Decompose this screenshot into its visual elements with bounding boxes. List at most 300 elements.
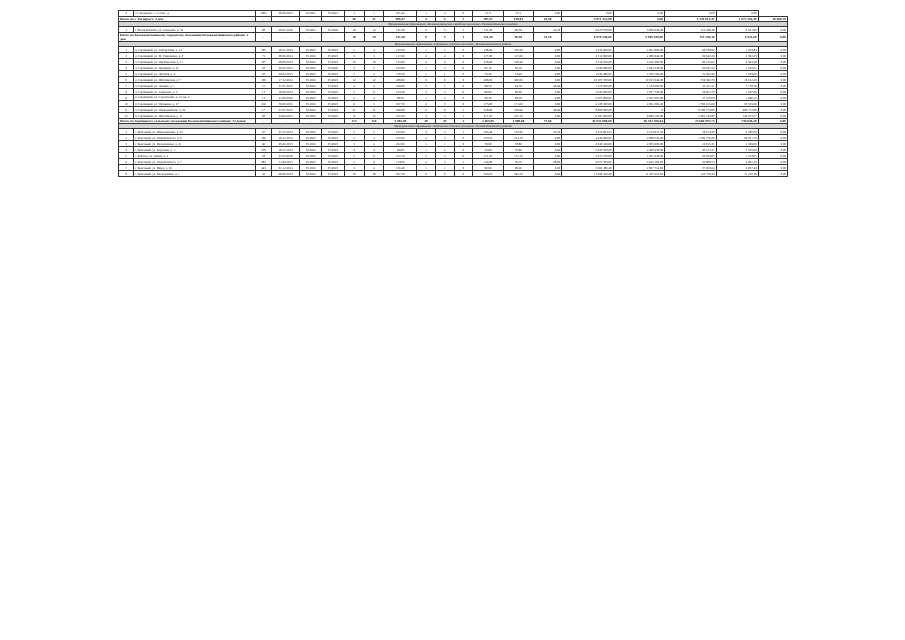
table-cell: 6 521,60 — [716, 27, 758, 33]
table-cell: 345,10 — [503, 171, 533, 177]
table-cell: 326,60 — [473, 107, 503, 113]
table-cell: г. Коксовый, ул. Дзержинского, д. 9 — [134, 135, 256, 141]
table-cell: 8 — [119, 89, 134, 95]
table-cell: 5 002 386,40 — [562, 165, 613, 171]
table-cell: 2 — [364, 95, 384, 101]
table-cell: 76,70 — [503, 159, 533, 165]
table-cell: 10 — [364, 33, 384, 42]
table-cell: 0,00 — [758, 53, 787, 59]
table-cell: Итого по Горняцкому сельскому поселению Белокалитвинского района: 12 домов — [119, 119, 256, 124]
table-cell: 0,00 — [758, 65, 787, 71]
table-cell: 438,00 — [384, 77, 417, 83]
table-cell: 11 299 410,40 — [562, 171, 613, 177]
table-cell: 0,00 — [758, 141, 787, 147]
table-cell: 24.09.2015 — [272, 113, 300, 119]
table-cell: 18,38 — [534, 17, 562, 22]
table-cell: 0,00 — [613, 17, 664, 22]
table-cell: 1 040 480,00 — [562, 71, 613, 77]
table-cell: 1 — [435, 71, 454, 77]
table-cell: 4 — [417, 101, 436, 107]
table-cell: 5 — [435, 27, 454, 33]
table-cell: 3 — [364, 47, 384, 53]
table-cell: 0,00 — [534, 71, 562, 77]
table-cell: 171,10 — [473, 153, 503, 159]
table-cell: 3 046 960,00 — [562, 65, 613, 71]
table-cell: 5 — [344, 53, 364, 59]
table-cell: 37 650,64 — [665, 165, 716, 171]
table-cell: 1 — [119, 47, 134, 53]
table-cell: IV.2023 — [322, 83, 344, 89]
table-cell: 227,70 — [384, 101, 417, 107]
table-cell: 4 — [364, 83, 384, 89]
table-cell: 65 034,85 — [665, 153, 716, 159]
table-cell: 74,40 — [503, 71, 533, 77]
table-cell: 171,10 — [503, 153, 533, 159]
table-cell: 0,00 — [758, 147, 787, 153]
table-cell: 1 — [454, 113, 473, 119]
table-cell: 31 592,40 — [665, 71, 716, 77]
table-cell: - — [300, 33, 322, 42]
table-cell: IV.2023 — [322, 159, 344, 165]
table-cell: п. Горняцкий, ул. Луговая, д. 9 — [134, 71, 256, 77]
table-cell: 0,00 — [758, 95, 787, 101]
table-cell: 0,00 — [758, 153, 787, 159]
table-cell: - — [255, 17, 271, 22]
table-cell: 9 — [417, 107, 436, 113]
table-cell: 80,90 — [473, 89, 503, 95]
housing-program-table — [118, 10, 788, 177]
table-cell: 158,81 — [503, 17, 533, 22]
table-cell: п. Горняцкий, ул. М. Тимошина, д. 8 — [134, 53, 256, 59]
table-cell: 99,90 — [503, 165, 533, 171]
table-cell: 173,00 — [473, 101, 503, 107]
table-cell: 2 — [364, 71, 384, 77]
table-cell: 0 — [454, 89, 473, 95]
table-cell: 46 — [255, 141, 271, 147]
table-cell: 10 507 700,00 — [562, 77, 613, 83]
table-cell: 1 923,84 — [716, 47, 758, 53]
table-cell: 66 539,92 — [665, 47, 716, 53]
table-cell: IV.2023 — [322, 153, 344, 159]
table-cell: 2 — [435, 47, 454, 53]
table-cell: 18 012,29 — [716, 77, 758, 83]
table-cell: 6 — [435, 77, 454, 83]
table-cell: 117,60 — [503, 53, 533, 59]
table-cell: 1 — [417, 141, 436, 147]
table-cell: 477,10 — [473, 113, 503, 119]
table-cell: 3 — [344, 141, 364, 147]
table-cell: 272,10 — [384, 153, 417, 159]
table-cell: 6 — [417, 77, 436, 83]
table-cell: 6 — [417, 27, 436, 33]
table-cell: IV.2023 — [322, 107, 344, 113]
table-cell: 4 128 300,00 — [562, 101, 613, 107]
table-cell: 1 192,61 — [716, 65, 758, 71]
table-cell: 113 248,36 — [665, 33, 716, 42]
table-cell: 4 — [344, 147, 364, 153]
table-cell: IV.2023 — [322, 165, 344, 171]
table-cell: 15 — [364, 113, 384, 119]
table-cell: 22,50 — [534, 129, 562, 135]
table-cell: 178,10 — [384, 71, 417, 77]
table-cell: 0 — [454, 71, 473, 77]
table-cell: IV.2022 — [300, 65, 322, 71]
table-cell: 4 240 000,00 — [562, 135, 613, 141]
table-cell: 1 — [454, 27, 473, 33]
table-cell: 11.09.2015 — [272, 159, 300, 165]
table-cell: 6 521,60 — [716, 33, 758, 42]
table-cell: 09.02.2015 — [272, 71, 300, 77]
table-cell: 10 — [364, 27, 384, 33]
table-cell: 152,60 — [384, 135, 417, 141]
table-cell: 82 125,62 — [665, 59, 716, 65]
table-cell: 195,40 — [473, 129, 503, 135]
table-cell: 44,70 — [503, 83, 533, 89]
table-cell: 3 — [435, 135, 454, 141]
table-cell: 1 — [364, 11, 384, 17]
table-cell: 40 127,21 — [665, 147, 716, 153]
table-cell: 01.12.2014 — [272, 165, 300, 171]
table-cell: 16 — [364, 59, 384, 65]
table-cell: п. Горняцкий, ул. Андреева, д. 3 — [134, 89, 256, 95]
table-cell: 0,00 — [562, 11, 613, 17]
table-cell: 443 — [255, 165, 271, 171]
table-cell: 156,40 — [384, 165, 417, 171]
table-cell: г. Коксовый, ул. Молодежная, д. 1 — [134, 171, 256, 177]
table-cell: 483 — [255, 159, 271, 165]
table-cell: 345,10 — [473, 171, 503, 177]
table-cell: - — [322, 17, 344, 22]
table-cell: 144,90 — [473, 159, 503, 165]
table-cell: 1 — [454, 129, 473, 135]
table-cell: - — [322, 33, 344, 42]
table-cell: 2 037 726,00 — [613, 89, 664, 95]
table-cell: 236,60 — [384, 83, 417, 89]
table-cell: 2 — [454, 119, 473, 124]
table-cell: 0,00 — [758, 59, 787, 65]
table-cell: 2 045 900,00 — [562, 89, 613, 95]
table-cell: 1 340,06 — [716, 141, 758, 147]
table-cell: 466 772,88 — [716, 107, 758, 113]
table-cell: 4 — [364, 165, 384, 171]
table-cell: 311,60 — [384, 113, 417, 119]
table-cell: 0,00 — [665, 11, 716, 17]
table-cell: 0,00 — [534, 65, 562, 71]
table-cell: 18 — [364, 171, 384, 177]
table-cell: IV.2021 — [322, 11, 344, 17]
table-cell: 376 — [255, 147, 271, 153]
table-cell: 207,30 — [384, 171, 417, 177]
table-cell: 2 481 145,80 — [665, 113, 716, 119]
table-cell: 85,10 — [503, 65, 533, 71]
table-cell: IV.2022 — [300, 47, 322, 53]
table-cell: 4 222 803,25 — [562, 129, 613, 135]
table-cell: 21.09.2016 — [272, 95, 300, 101]
table-cell: 29.11.2014 — [272, 135, 300, 141]
table-cell: 2 302,25 — [716, 53, 758, 59]
table-cell: 0,00 — [758, 33, 787, 42]
table-cell: 5 — [344, 47, 364, 53]
table-cell: 0,00 — [534, 147, 562, 153]
table-cell: 29.11.2014 — [272, 47, 300, 53]
table-cell: 1 143 000,00 — [613, 83, 664, 89]
table-cell: 2 — [435, 95, 454, 101]
table-cell: 6 — [364, 159, 384, 165]
table-cell: - — [300, 119, 322, 124]
table-cell: 08.09.2014 — [272, 53, 300, 59]
table-cell: 1 766 915,69 — [665, 101, 716, 107]
table-cell: 0 — [613, 107, 664, 113]
table-cell: 116 — [364, 119, 384, 124]
table-cell: IV.2022 — [300, 135, 322, 141]
table-cell: 08.08.2014 — [272, 59, 300, 65]
table-cell: 1 672 102,49 — [716, 17, 758, 22]
table-cell: 10 — [119, 101, 134, 107]
table-cell: 1 183,60 — [716, 71, 758, 77]
table-cell: 05.02.2015 — [272, 141, 300, 147]
table-cell: 0,00 — [534, 113, 562, 119]
table-cell: 148,40 — [473, 47, 503, 53]
table-cell: 0,00 — [534, 153, 562, 159]
table-cell: 1 — [435, 83, 454, 89]
table-cell: 30.09.2015 — [272, 101, 300, 107]
table-cell: 08 — [255, 27, 271, 33]
table-cell: 20.01.2016 — [272, 27, 300, 33]
table-cell: 0,00 — [534, 77, 562, 83]
table-cell: 11 — [255, 89, 271, 95]
table-cell: 0,00 — [758, 27, 787, 33]
table-cell: 5 — [344, 135, 364, 141]
table-cell: 144 974,17 — [716, 113, 758, 119]
table-cell: 218,40 — [473, 59, 503, 65]
table-cell: 1 — [417, 147, 436, 153]
table-cell: 2 — [119, 135, 134, 141]
table-cell: 3 — [119, 141, 134, 147]
table-cell: 15 — [344, 113, 364, 119]
table-cell: 0,00 — [534, 47, 562, 53]
table-cell: 30 868,53 — [665, 159, 716, 165]
table-cell: 0,00 — [534, 135, 562, 141]
table-cell: 5 — [344, 129, 364, 135]
table-cell: 2 513 700,00 — [562, 153, 613, 159]
table-cell: 5 956 930,00 — [613, 33, 664, 42]
table-cell: 113 — [344, 119, 364, 124]
table-cell: 6 070 530,00 — [562, 33, 613, 42]
table-cell: 4 581,98 — [716, 59, 758, 65]
table-cell: Итого по Белокалитвинскому городскому поселению Белокалитвинского района: 1 дом — [119, 33, 256, 42]
table-cell: 0 — [454, 165, 473, 171]
table-cell: 0,00 — [758, 89, 787, 95]
table-cell: IV.2022 — [300, 71, 322, 77]
table-cell: - — [322, 119, 344, 124]
table-cell: 131,30 — [473, 27, 503, 33]
table-cell: 2 — [344, 65, 364, 71]
table-cell: 104,20 — [384, 89, 417, 95]
table-cell: 749 826,26 — [716, 119, 758, 124]
table-cell: 5 — [364, 135, 384, 141]
table-cell: 11 270,18 — [716, 171, 758, 177]
table-cell: 5 — [364, 101, 384, 107]
table-cell: 4 786,39 — [716, 129, 758, 135]
table-cell: 9 — [417, 171, 436, 177]
table-cell: 2 — [417, 159, 436, 165]
table-cell: 0 — [454, 147, 473, 153]
table-cell: - — [272, 33, 300, 42]
table-cell: 131,30 — [473, 33, 503, 42]
table-cell: 58 154,58 — [665, 129, 716, 135]
table-cell: 11 — [119, 107, 134, 113]
table-cell: 43 — [435, 119, 454, 124]
table-cell: IV.2022 — [300, 159, 322, 165]
table-cell: 2 691 392,45 — [613, 101, 664, 107]
table-cell: 90,50 — [503, 33, 533, 42]
table-cell: 1 799 776,26 — [665, 135, 716, 141]
table-cell: 2 661 800,00 — [613, 47, 664, 53]
table-cell: 222,00 — [384, 141, 417, 147]
table-cell: п. Горняцкий, ул. Первомайская, д. 24 — [134, 107, 256, 113]
table-cell: -1 — [344, 11, 364, 17]
table-cell: 0,00 — [758, 77, 787, 83]
table-cell: г. Коксовый, ул. Дзержинского, д. 7 — [134, 159, 256, 165]
table-cell: 4 — [364, 147, 384, 153]
table-cell: 2 361 430,00 — [613, 153, 664, 159]
table-cell: Итого по г. Таганрогу: 4 дом — [119, 17, 256, 22]
table-cell: 0 — [454, 59, 473, 65]
table-cell: Муниципальное образование «Белокалитвинское городское поселение» Белокалитвинского района — [119, 22, 788, 27]
table-cell: 4 997 714,04 — [613, 165, 664, 171]
table-cell: 0,00 — [758, 129, 787, 135]
table-cell: IV.2022 — [300, 77, 322, 83]
table-cell: IV.2023 — [322, 101, 344, 107]
table-cell: 2 — [435, 65, 454, 71]
table-cell: 20.02.2015 — [272, 65, 300, 71]
table-cell: 0,00 — [758, 101, 787, 107]
table-cell: 5 — [119, 153, 134, 159]
table-cell: 8 890 900,00 — [562, 107, 613, 113]
table-cell: 51,9 — [473, 11, 503, 17]
table-cell: 477,10 — [503, 113, 533, 119]
table-cell: 88,70 — [473, 83, 503, 89]
table-cell: 26.11.2014 — [272, 147, 300, 153]
table-cell: 4 073 303,00 — [562, 159, 613, 165]
table-cell: 1 — [417, 165, 436, 171]
table-cell: 78,80 — [503, 141, 533, 147]
table-cell: 1 — [454, 159, 473, 165]
table-cell: 2 — [435, 53, 454, 59]
table-cell: IV.2022 — [300, 165, 322, 171]
table-cell: 153,10 — [503, 135, 533, 141]
table-cell: IV.2023 — [322, 95, 344, 101]
table-cell: IV.2022 — [300, 89, 322, 95]
table-cell: IV.2022 — [300, 141, 322, 147]
table-cell: 4 — [417, 17, 436, 22]
table-cell: 2 420 430,00 — [613, 147, 664, 153]
table-cell: 40 342 106,64 — [613, 119, 664, 124]
table-cell: 2 998 236,00 — [613, 135, 664, 141]
table-cell: 3 — [435, 129, 454, 135]
table-cell: 71 — [255, 53, 271, 59]
table-cell: - — [272, 119, 300, 124]
table-cell: г. Коксовый, ул. Трудовая, д. 1 — [134, 147, 256, 153]
table-cell: 0,00 — [534, 101, 562, 107]
table-cell: 408,50 — [503, 77, 533, 83]
table-cell: 2 — [344, 71, 364, 77]
table-cell: 4 901,16 — [716, 159, 758, 165]
table-cell: 0 — [454, 53, 473, 59]
table-cell: 1 — [417, 95, 436, 101]
table-cell: 114,90 — [384, 159, 417, 165]
table-cell: 6 864 720,00 — [613, 113, 664, 119]
table-cell: IV.2023 — [322, 171, 344, 177]
table-cell: 94,90 — [384, 147, 417, 153]
table-cell: п. Горняцкий, ул. Ленина, д. 1 — [134, 83, 256, 89]
table-cell: 0,00 — [758, 71, 787, 77]
table-cell: 906,47 — [384, 17, 417, 22]
table-cell: 0,00 — [534, 165, 562, 171]
table-cell: г. Коксовый, ул. Молодежная, д. 21 — [134, 141, 256, 147]
table-cell: 69 642,29 — [665, 53, 716, 59]
table-cell: 2 944 336,00 — [613, 65, 664, 71]
table-cell: 5 956 930,00 — [613, 27, 664, 33]
table-cell: 0,00 — [758, 165, 787, 171]
table-cell: 27.01.2015 — [272, 83, 300, 89]
table-cell: 31 — [364, 17, 384, 22]
table-cell: 3 — [119, 59, 134, 65]
table-cell: - — [255, 33, 271, 42]
table-cell: 2 312 900,00 — [562, 53, 613, 59]
table-cell: IV.2022 — [300, 107, 322, 113]
table-cell: 18 — [344, 33, 364, 42]
table-cell: 1 174 000,00 — [562, 83, 613, 89]
table-cell: 2 — [417, 153, 436, 159]
table-cell: 25 — [255, 71, 271, 77]
table-cell: 1 — [417, 65, 436, 71]
table-cell: 117,60 — [473, 53, 503, 59]
table-cell: п. Горняцкий, ул. Аппаратная, д. 12 — [134, 47, 256, 53]
table-cell: 27.01.2015 — [272, 107, 300, 113]
table-cell: - — [272, 17, 300, 22]
table-cell: 1 553,65 — [716, 153, 758, 159]
table-cell: IV.2022 — [300, 129, 322, 135]
table-cell: 2 585,40 — [384, 119, 417, 124]
table-cell: 107 — [255, 59, 271, 65]
table-cell: 0,00 — [613, 11, 664, 17]
table-cell: 187,51 — [473, 17, 503, 22]
table-cell: 16 — [344, 59, 364, 65]
table-cell: IV.2021 — [300, 27, 322, 33]
table-cell: 09.09.2015 — [272, 11, 300, 17]
table-cell: 0,00 — [534, 95, 562, 101]
table-cell: 65 — [255, 113, 271, 119]
table-cell: 2 — [417, 53, 436, 59]
table-cell: IV.2022 — [300, 113, 322, 119]
table-cell: Муниципальное образование «Коксовское сельское поселение» Белокалитвинского района — [119, 124, 788, 129]
table-cell: 4 — [119, 11, 134, 17]
table-cell: 216 — [255, 101, 271, 107]
table-cell: 1 — [435, 165, 454, 171]
table-cell: 1 — [119, 27, 134, 33]
table-cell: IV.2023 — [322, 141, 344, 147]
table-cell: 1 — [119, 129, 134, 135]
table-cell: 3 — [435, 89, 454, 95]
table-cell: 1963 — [255, 11, 271, 17]
table-cell: 150,20 — [384, 47, 417, 53]
table-cell: 4 — [417, 59, 436, 65]
table-cell: 122 729,44 — [665, 171, 716, 177]
table-cell: 4 — [417, 129, 436, 135]
table-cell: 5 — [435, 17, 454, 22]
table-cell: IV.2022 — [300, 101, 322, 107]
